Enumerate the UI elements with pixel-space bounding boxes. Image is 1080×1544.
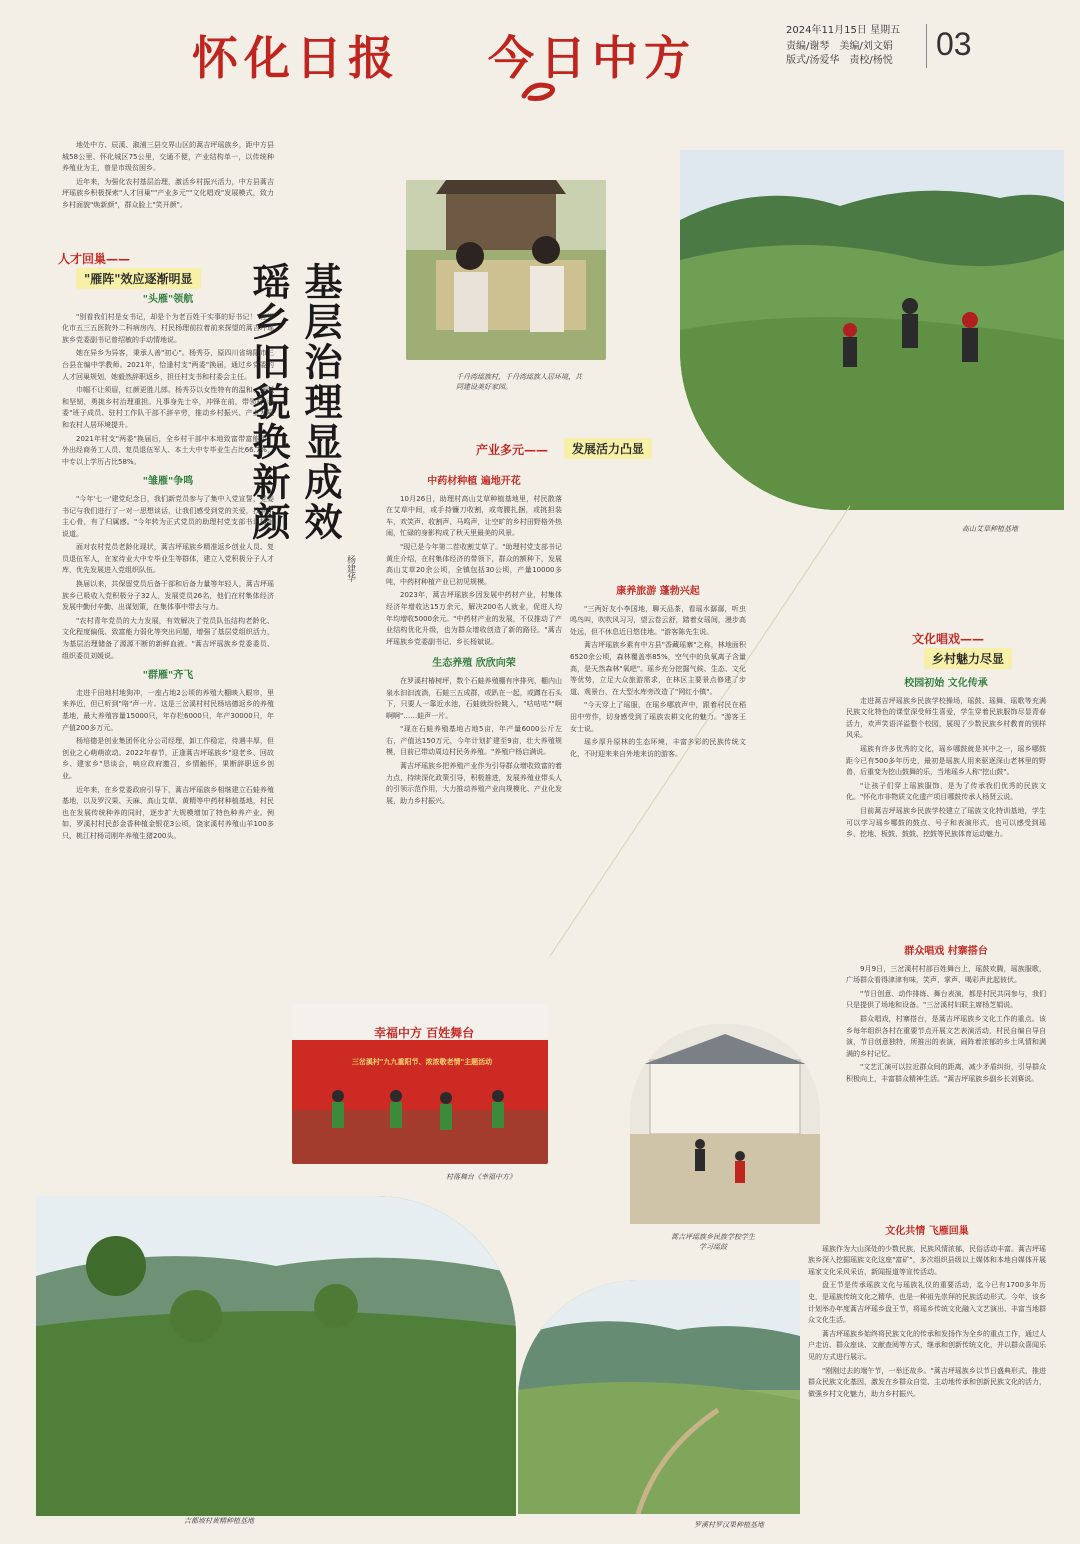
photo-school xyxy=(630,1024,820,1224)
section2-sub1: 中药材种植 遍地开花 xyxy=(427,476,521,487)
tea-hills-scene-icon xyxy=(680,150,1064,510)
paragraph: "让孩子们穿上瑶族服饰，是为了传承我们优秀的民族文化。"怀化市非物质文化遗产项目哪鼓传承人杨贤云说。 xyxy=(846,781,1046,802)
intro-block xyxy=(62,140,274,228)
paragraph: 走进千田地村地狗冲，一座占地2公顷的养殖大棚映入眼帘，里来养近，但已听到"咯"声一片。这是三岔溪村村民杨培德返乡的养殖基地，最大养殖容量15000只，年存栏6000只，年产30000只，年产值200多万元。 xyxy=(62,688,274,732)
section3-pill: 乡村魅力尽显 xyxy=(924,648,1012,669)
byline: 杨建华 xyxy=(345,555,355,582)
headline-line-2: 瑶乡旧貌换新颜 xyxy=(246,262,291,542)
stage-slogan-text: 三岔溪村"九九重阳节、浓浓敬老情"主题活动 xyxy=(351,1058,493,1066)
paragraph: "农村青年党员的大力发展，有效解决了党员队伍结构老龄化、文化程度偏低、致富能力弱化等突出问题，增强了基层党组织活力，为基层治理储备了源源不断的新鲜血液。"蒿吉坪瑶族乡党委委员、组织委员刘媛说。 xyxy=(62,616,274,660)
field-scene-icon xyxy=(36,1196,516,1516)
masthead-swoosh-icon xyxy=(520,80,560,102)
photo-valley xyxy=(518,1280,800,1514)
school-scene-icon xyxy=(630,1024,820,1224)
section3-sub2: 群众唱戏 村寨搭台 xyxy=(904,946,988,957)
section1-sub1: "头雁"领航 xyxy=(142,294,194,305)
intro-paragraph: 近年来，为强化农村基层治理，激活乡村振兴活力，中方县蒿吉坪瑶族乡积极探索"人才回巢""产业多元""文化唱戏"发展模式，致力乡村面貌"焕新颜"，群众脸上"笑开颜"。 xyxy=(62,177,274,209)
paragraph: 盘王节是传承瑶族文化与瑶族礼仪的重要活动，迄今已有1700多年历史，是瑶族传统文化之精华，也是一种祖先崇拜的民族活动形式。今年，该乡计划举办年度蒿吉坪瑶乡盘王节，将瑶乡传统文化融入文艺演出、丰富当地群众文化生活。 xyxy=(808,1281,1046,1325)
paragraph: "节日创意、动作排练、舞台表演，都是村民共同参与，我们只是提供了场地和设备。"三岔溪村妇联主席杨芝娟说。 xyxy=(846,989,1046,1010)
section3-column-top xyxy=(846,676,1046,938)
paragraph: "现已是今年第二茬收割艾草了。"助理村党支部书记黄庄介绍，在村集体经济的带领下，群众的额种下，发展高山艾草20余公顷，全镇包括30公顷，产量10000多吨，中药材种植产业已初见规模。 xyxy=(386,542,562,586)
paragraph: 9月9日，三岔溪村村部百姓舞台上，瑶鼓欢腾，瑶族服歌，广场群众看得津津有味，笑声、掌声、喝彩声此起彼伏。 xyxy=(846,964,1046,985)
valley-scene-icon xyxy=(518,1280,800,1514)
paragraph: "刚刚过去的端午节，一举还故乡。"蒿吉坪瑶族乡以节日盛典形式，推进群众民族文化基因，激发在乡群众自觉、主动地传承和创新民族文化的活力，做强乡村文化魅力，助力乡村振兴。 xyxy=(808,1366,1046,1398)
masthead-divider xyxy=(926,24,927,68)
paragraph: "现在石蛙养殖基地占地5亩，年产量6000公斤左右，产值达150万元，今年计划扩建至9亩，壮大养殖规模，目前已带动周边村民务养殖。"养殖户杨启满说。 xyxy=(386,725,562,757)
caption-weaving: 千丹湾瑶族村，千丹湾瑶族人居环境，共同建设美好家园。 xyxy=(456,373,582,391)
section3-column-middle xyxy=(846,944,1046,1212)
paragraph: 她在异乡为异客，秉承人善"初心"。杨秀芬，原四川省绵阳市三台县在编中学教师。2021年，恰逢村支"两委"换届，通过乡党委的人才回巢规划，她毅然辞职返乡，担任村支书和村委会主任。 xyxy=(62,349,274,381)
paragraph: 群众唱戏，村寨搭台，是蒿吉坪瑶族乡文化工作的重点。该乡每年组织各村在重要节点开展文艺表演活动，村民自编自导自演，节目创意独特，所推出的表演，闹阵着浓郁的乡土风情和满满的乡村记忆。 xyxy=(846,1014,1046,1058)
section3-sub3: 文化共情 飞雁回巢 xyxy=(885,1226,969,1237)
headline-line-1: 基层治理显成效 xyxy=(298,262,343,542)
paragraph: "今天穿上了瑶服，在瑶乡哪放声中，跟着村民在稻田中劳作，切身感受到了瑶族农耕文化的魅力。"游客王女士说。 xyxy=(570,701,746,733)
section1-column xyxy=(62,292,274,1162)
section3-column-bottom xyxy=(808,1224,1046,1516)
paragraph: 瑶族有许多优秀的文化，瑶乡哪鼓就是其中之一，瑶乡哪鼓距今已有500多年历史，最初是瑶族人用来驱逐深山老林里的野兽，后重变为挖山鼓舞的乐，当地瑶乡人称"挖山鼓"。 xyxy=(846,744,1046,777)
caption-field: 吉都坡村黄精种植基地 xyxy=(184,1517,254,1525)
editors-line-2: 版式/汤爱华 责校/杨悦 xyxy=(786,55,893,66)
date-line: 2024年11月15日 星期五 xyxy=(786,25,901,36)
caption-valley: 罗溪村罗汉果种植基地 xyxy=(694,1521,764,1529)
paper-name: 怀化日报 xyxy=(192,31,400,85)
paragraph: 2023年，蒿吉坪瑶族乡因发展中药材产业，村集体经济年增收达15万余元，解决200名人就业，促进人均年均增收5000余元。"中药材产业的发展，不仅推动了产业结构优化升级，也为群众增收创造了新的路径。"蒿吉坪瑶族乡党委副书记、乡长杨斌说。 xyxy=(386,591,562,646)
photo-field xyxy=(36,1196,516,1516)
section3-title: 文化唱戏—— xyxy=(912,632,985,646)
section2-sub3: 康养旅游 蓬勃兴起 xyxy=(616,586,700,597)
section1-sub2: "雏雁"争鸣 xyxy=(142,476,194,488)
section2-column-left xyxy=(386,474,562,1054)
paragraph: 换届以来，共保留党员后备干部和后备力量等年轻人，蒿吉坪瑶族乡已吸收入党积极分子32人，发展党员26名，他们在村集体经济发展中勤付辛勤、出谋划策，在集体事中带去与力。 xyxy=(62,580,274,612)
paragraph: 瑶族作为大山深处的少数民族，民族风情浓郁，民俗活动丰富。蒿吉坪瑶族乡深入挖掘瑶族文化这座"富矿"，多次组织县级以上媒体和本地自媒体开展瑶家文化采风采访，新闻报道等宣传活动。 xyxy=(808,1244,1046,1276)
paragraph: 蒿吉坪瑶族乡素有中方县"香藏瑶寨"之称，林地面积6520余公顷，森林覆盖率85%，空气中的负氧离子含量高，是天然森林"氧吧"。瑶乡充分挖掘气候、生态、文化等优势，立足大众旅游需求，在林区主要景点修建了步道、观景台，在大型水库旁改造了"网红小镇"。 xyxy=(570,641,746,696)
paragraph: 瑶乡厚升原林的生态环境，丰富多彩的民族传统文化，不时迎来来自外地来访的游客。 xyxy=(570,738,746,758)
paragraph: 面对农村党员老龄化现状，蒿吉坪瑶族乡精准返乡创业人员、复员退伍军人，在家待业大中专毕业生等群体，建立入党积极分子人才库，优先发展进入党组织队伍。 xyxy=(62,543,274,575)
weaving-scene-icon xyxy=(406,180,606,360)
paragraph: 目前蒿吉坪瑶族乡民族学校建立了瑶族文化特训基地，学生可以学习瑶乡哪鼓的鼓点、号子和表演形式，也可以感受到瑶乡、挖地、板鼓、鼓鼓、挖鼓等民族体育运动魅力。 xyxy=(846,806,1046,839)
paragraph: "今年'七一'建党纪念日，我们新党员参与了集中入党宣誓，党委书记与我们进行了一对一思想谈话，让我们感受到党的关爱，找到了主心骨，有了归属感。"今年转为正式党员的助理村党支部书记杨雨说道。 xyxy=(62,494,274,538)
photo-tea-hills xyxy=(680,150,1064,510)
section3-sub1: 校园初始 文化传承 xyxy=(904,678,988,689)
section2-sub2: 生态养殖 欣欣向荣 xyxy=(432,658,516,670)
editors-line-1: 责编/谢琴 美编/刘文娟 xyxy=(786,41,893,52)
intro-paragraph: 地处中方、辰溪、溆浦三县交界山区的蒿吉坪瑶族乡，距中方县城58公里、怀化城区75公里，交通不便，产业结构单一，以传统种养殖业为主，曾是市级贫困乡。 xyxy=(62,141,274,173)
paragraph: 蒿吉坪瑶族乡始终将民族文化的传承和发扬作为全乡的重点工作，通过人户走访、群众座谈、文献查阅等方式，继承和创新传统文化，并以群众喜闻乐见的方式进行展示。 xyxy=(808,1329,1046,1361)
photo-stage xyxy=(292,1004,548,1164)
caption-stage: 村落舞台《幸福中方》 xyxy=(446,1173,516,1181)
paragraph: "别看我们村是女书记，却是个为老百姓干实事的好书记！"在怀化市五三五医院外二科病房内，村民杨理前拉着前来探望的蒿吉坪瑶族乡党委副书记曾绍敏的手动情地说。 xyxy=(62,312,274,344)
section2-title: 产业多元—— xyxy=(476,443,549,457)
paragraph: "文艺汇演可以拉近群众间的距离，减少矛盾纠纷，引导群众积极向上，丰富群众精神生活。"蒿吉坪瑶族乡副乡长刘赛说。 xyxy=(846,1063,1046,1083)
paragraph: 蒿吉坪瑶族乡把养殖产业作为引导群众增收致富的着力点，持续深化政策引导，积极推进，发展养殖业带头人的引领示范作用，大力推动养殖产业向规模化、产业化发展，助力乡村振兴。 xyxy=(386,762,562,805)
stage-banner-text: 幸福中方 百姓舞台 xyxy=(374,1026,475,1040)
caption-school: 蒿吉坪瑶族乡民族学校学生学习瑶鼓 xyxy=(671,1233,755,1251)
section1-title: 人才回巢—— xyxy=(58,252,131,266)
section1-sub3: "群雁"齐飞 xyxy=(142,670,194,682)
decorative-divider-icon xyxy=(540,496,860,956)
paragraph: 10月26日，助理村高山艾草种植基地里，村民散落在艾草中间，或手持镰刀收割，或弯腰扎捆，或挑担装车，欢笑声、收割声、马鸣声，让空旷的乡村田野格外热闹，忙碌的身影构成了秋天里最美的风景。 xyxy=(386,494,562,538)
section2-pill: 发展活力凸显 xyxy=(564,438,652,459)
paragraph: "三两好友小李国地，聊天品茶，看瑶水潺潺，听虫鸣鸟叫，吹吹风习习，望云卷云舒，踏着女瑶间，漫步高处远，但不休息近日悠佳地。"游客陈先生说。 xyxy=(570,604,746,636)
photo-weaving xyxy=(406,180,606,360)
paragraph: 杨培德是创业集团怀化分公司经理，卸工作稳定，待遇丰厚，但创业之心萌萌欲动。2022年春节，正逢蒿吉坪瑶族乡"迎老乡、回故乡、建家乡"恳谈会，响应政府邀召，乡情触怀，果断辞职返乡创业。 xyxy=(62,737,274,780)
page-number: 03 xyxy=(936,26,972,62)
paragraph: 走进蒿吉坪瑶族乡民族学校操场，瑶鼓、瑶舞、瑶歌等充满民族文化特色的课堂深受师生喜爱，学生穿着民族服饰尽显青春活力，欢声笑语洋溢整个校园，展现了少数民族乡村教育的别样风采。 xyxy=(846,696,1046,740)
paragraph: 2021年村支"两委"换届后，全乡村干部中本地致富带富能手、外出经商务工人员、复员退伍军人、本土大中专毕业生占比66.7%，中专以上学历占比58%。 xyxy=(62,434,274,466)
paragraph: 巾帼不让须眉，红颜更胜儿郎。杨秀芬以女性特有的温和、细腻和坚韧，勇挑乡村治理重担。凡事身先士卒，冲锋在前，带领村"两委"班子成员、驻村工作队干部不辞辛劳，推动乡村振兴、产业发展和农村人居环境提升。 xyxy=(62,386,274,429)
paragraph: 在罗溪村椿树坪，数个石蛙养殖棚有序排列，棚内山泉水汩汩流淌，石蛙三五成群，或趴在一起，或蹲在石头下，只要人一靠近水池，石蛙就纷纷跳入，"咕咕咕""啊啊啊"……蛙声一片。 xyxy=(386,676,562,720)
caption-tea-hills: 高山艾草种植基地 xyxy=(962,525,1018,533)
paragraph: 近年来，在乡党委政府引导下，蒿吉坪瑶族乡相继建立石蛙养殖基地，以及罗汉果、天麻、高山艾草、黄精等中药材种植基地，村民也在发展传统种养的同时，逐步扩大规模增加了特色种养产业。例如，罗溪村村民彭金香种植金银花3公顷，饶家溪村养殖山羊100多只、桃江村杨司刚年养殖生猪200头。 xyxy=(62,785,274,840)
section-name: 今日中方 xyxy=(488,31,696,85)
section1-pill: "雁阵"效应逐渐明显 xyxy=(76,268,201,289)
